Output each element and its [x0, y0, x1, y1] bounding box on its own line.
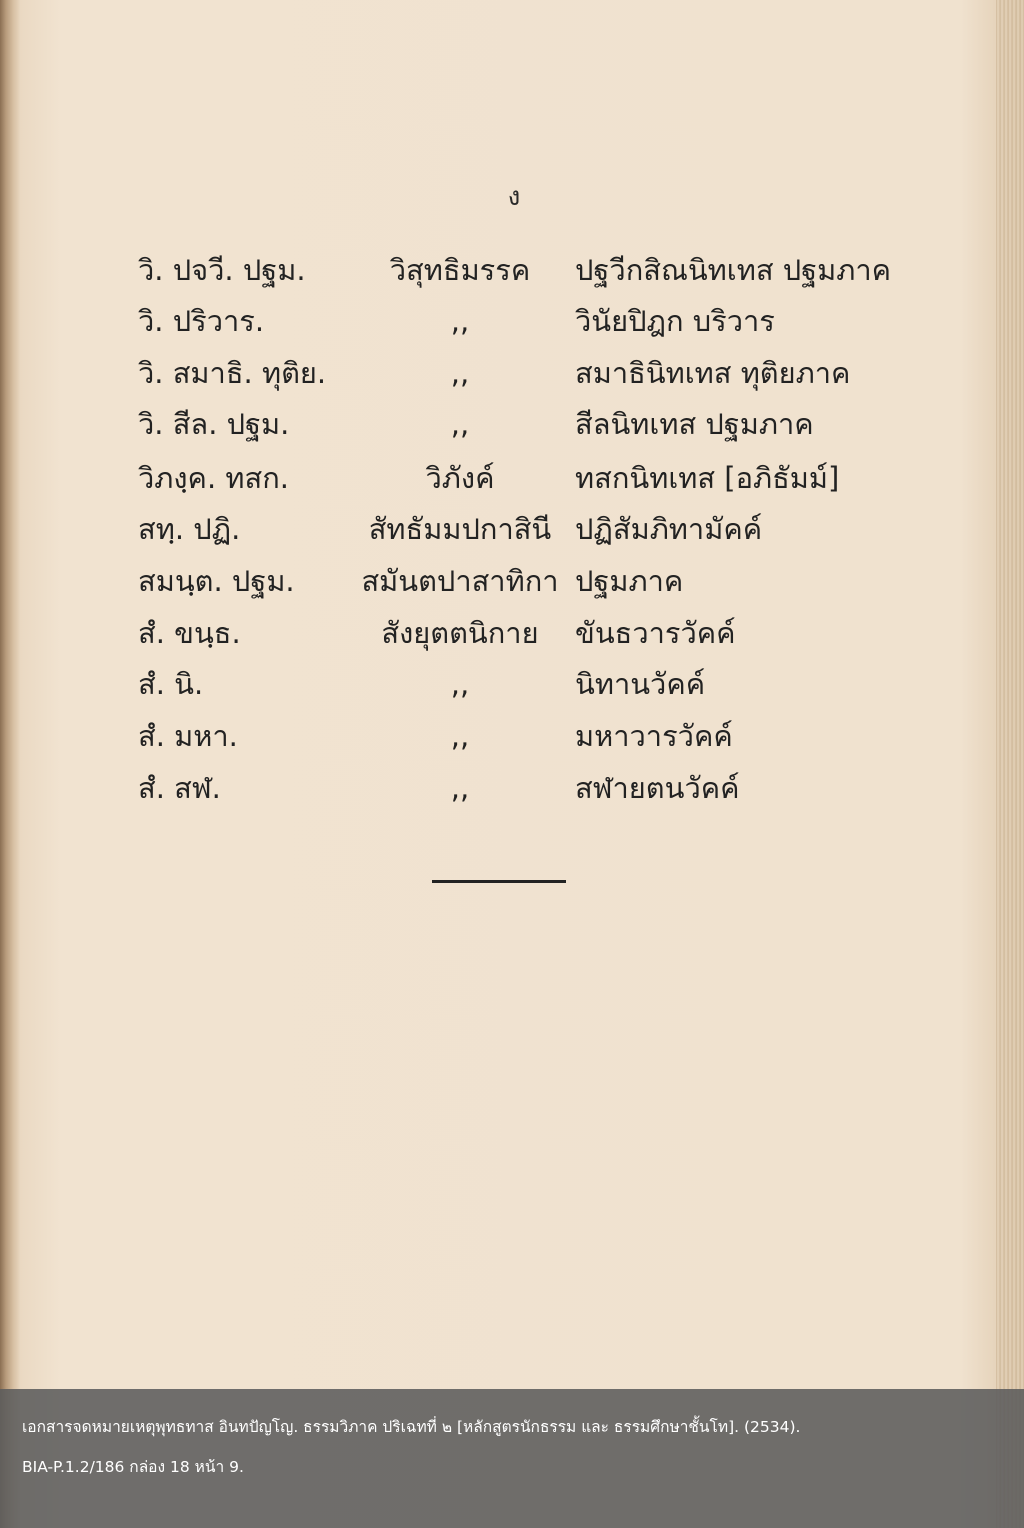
table-row	[0, 349, 1024, 397]
section-title: นิทานวัคค์	[575, 667, 706, 701]
section-title: สฬายตนวัคค์	[575, 771, 740, 805]
section-divider	[432, 880, 566, 883]
section-title: ปฐวีกสิณนิทเทส ปฐมภาค	[575, 253, 892, 287]
abbreviation: วิ. ปริวาร.	[138, 304, 265, 338]
source-text: ,,	[450, 771, 470, 805]
source-text: ,,	[450, 304, 470, 338]
abbreviation: วิ. ปจวี. ปฐม.	[138, 253, 306, 287]
section-title: ทสกนิทเทส [อภิธัมม์]	[575, 461, 840, 495]
table-row	[0, 400, 1024, 448]
table-row	[0, 557, 1024, 605]
caption-archive-id: BIA-P.1.2/186 กล่อง 18 หน้า 9.	[22, 1458, 244, 1476]
caption-citation: เอกสารจดหมายเหตุพุทธทาส อินทปัญโญ. ธรรมวิภาค ปริเฉทที่ ๒ [หลักสูตรนักธรรม และ ธรรมศึกษาชั้นโท]. (2534).	[22, 1418, 801, 1436]
abbreviation: วิ. สมาธิ. ทุติย.	[138, 356, 327, 390]
table-row	[0, 712, 1024, 760]
abbreviation: สมนฺต. ปฐม.	[138, 564, 295, 598]
table-row	[0, 297, 1024, 345]
source-text: วิภังค์	[425, 461, 495, 495]
source-text: สังยุตตนิกาย	[381, 616, 539, 650]
source-text: วิสุทธิมรรค	[389, 253, 531, 287]
table-row	[0, 246, 1024, 294]
abbreviation: สํ. ขนฺธ.	[138, 616, 241, 650]
source-text: สัทธัมมปกาสินี	[368, 512, 552, 546]
section-title: สีลนิทเทส ปฐมภาค	[575, 407, 814, 441]
section-title: ปฐมภาค	[575, 564, 684, 598]
source-text: ,,	[450, 667, 470, 701]
abbreviation: สํ. มหา.	[138, 719, 238, 753]
section-title: วินัยปิฎก บริวาร	[575, 304, 775, 338]
source-text: ,,	[450, 719, 470, 753]
abbreviation: วิภงฺค. ทสก.	[138, 461, 289, 495]
abbreviation: วิ. สีล. ปฐม.	[138, 407, 290, 441]
source-text: ,,	[450, 407, 470, 441]
abbreviation: สํ. นิ.	[138, 667, 204, 701]
table-row	[0, 764, 1024, 812]
abbreviation: สทฺ. ปฏิ.	[138, 512, 241, 546]
source-text: สมันตปาสาทิกา	[361, 564, 559, 598]
page-number: ง	[507, 182, 521, 212]
section-title: ขันธวารวัคค์	[575, 616, 736, 650]
table-row	[0, 454, 1024, 502]
table-row	[0, 660, 1024, 708]
section-title: มหาวารวัคค์	[575, 719, 733, 753]
source-text: ,,	[450, 356, 470, 390]
section-title: ปฏิสัมภิทามัคค์	[575, 512, 763, 546]
section-title: สมาธินิทเทส ทุติยภาค	[575, 356, 851, 390]
table-row	[0, 609, 1024, 657]
abbreviation: สํ. สฬ.	[138, 771, 221, 805]
table-row	[0, 505, 1024, 553]
